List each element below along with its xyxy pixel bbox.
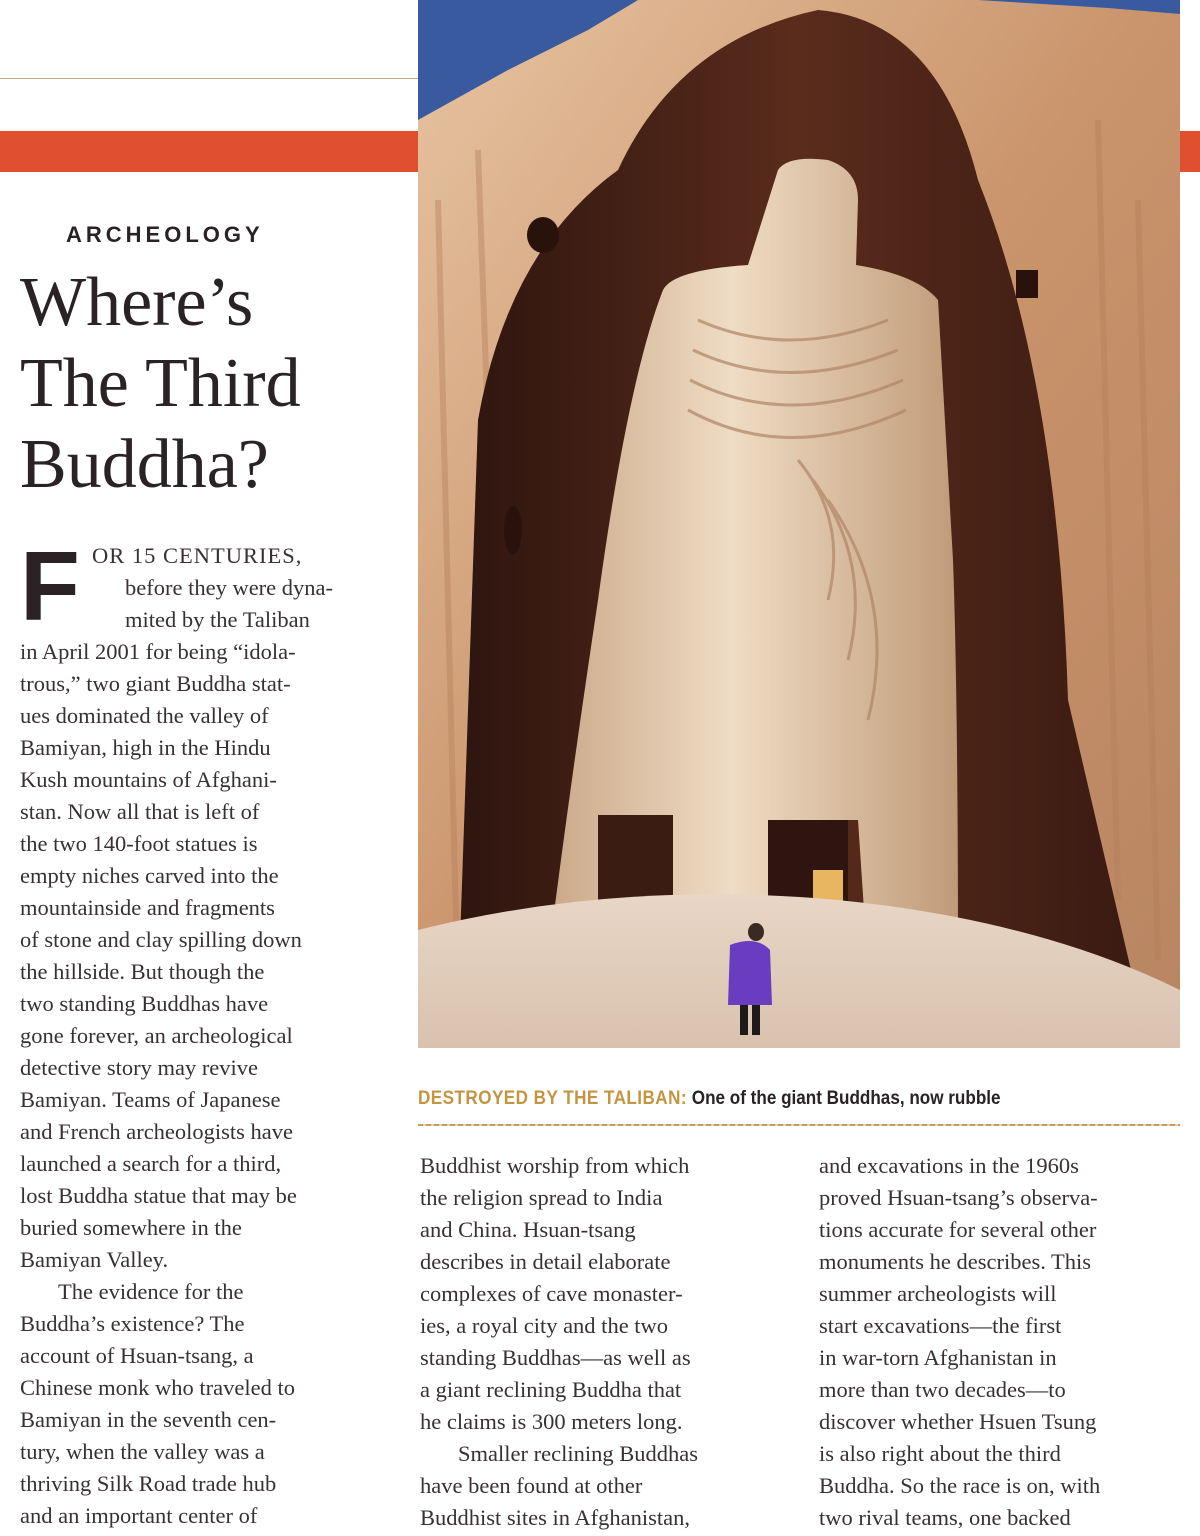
text-line: a giant reclining Buddha that [420, 1377, 682, 1402]
headline-line: The Third [20, 345, 301, 422]
text-line: and an important center of [20, 1503, 258, 1528]
text-line: ues dominated the valley of [20, 703, 269, 728]
article-column-2 [420, 1150, 780, 1534]
text-line: Buddhist sites in Afghanistan, [420, 1505, 690, 1530]
text-line: is also right about the third [819, 1441, 1061, 1466]
text-line: start excavations—the first [819, 1313, 1062, 1338]
text-line: launched a search for a third, [20, 1151, 282, 1176]
caption-rule [418, 1124, 1180, 1126]
text-line: before they were dyna- [125, 575, 334, 600]
text-line: describes in detail elaborate [420, 1249, 671, 1274]
headline-line: Buddha? [20, 426, 269, 503]
text-line: two rival teams, one backed [819, 1505, 1071, 1530]
red-band-left [0, 131, 418, 172]
text-line: Kush mountains of Afghani- [20, 767, 277, 792]
text-line: Buddha’s existence? The [20, 1311, 245, 1336]
text-line: trous,” two giant Buddha stat- [20, 671, 291, 696]
text-line: and China. Hsuan-tsang [420, 1217, 636, 1242]
text-line: he claims is 300 meters long. [420, 1409, 683, 1434]
text-line: and excavations in the 1960s [819, 1153, 1079, 1178]
article-column-1 [20, 531, 400, 1532]
caption-lead: DESTROYED BY THE TALIBAN: [418, 1088, 688, 1109]
text-line: Chinese monk who traveled to [20, 1375, 295, 1400]
header-rule [0, 78, 418, 79]
text-line: standing Buddhas—as well as [420, 1345, 691, 1370]
text-line: in war-torn Afghanistan in [819, 1345, 1057, 1370]
text-line: mited by the Taliban [125, 607, 310, 632]
text-line: Buddha. So the race is on, with [819, 1473, 1101, 1498]
text-line: monuments he describes. This [819, 1249, 1092, 1274]
text-line: the religion spread to India [420, 1185, 663, 1210]
text-line: thriving Silk Road trade hub [20, 1471, 277, 1496]
text-line: Bamiyan, high in the Hindu [20, 735, 271, 760]
text-line: tury, when the valley was a [20, 1439, 265, 1464]
text-line: Buddhist worship from which [420, 1153, 690, 1178]
text-line: OR 15 CENTURIES, [92, 543, 303, 568]
text-line: more than two decades—to [819, 1377, 1066, 1402]
text-line: Smaller reclining Buddhas [458, 1441, 698, 1466]
text-line: in April 2001 for being “idola- [20, 639, 296, 664]
text-line: Bamiyan. Teams of Japanese [20, 1087, 281, 1112]
headline [20, 262, 410, 505]
text-line: have been found at other [420, 1473, 643, 1498]
text-line: Bamiyan Valley. [20, 1247, 169, 1272]
text-line: complexes of cave monaster- [420, 1281, 683, 1306]
text-line: the two 140-foot statues is [20, 831, 258, 856]
text-line: account of Hsuan-tsang, a [20, 1343, 254, 1368]
text-line: proved Hsuan-tsang’s observa- [819, 1185, 1098, 1210]
text-line: Bamiyan in the seventh cen- [20, 1407, 277, 1432]
text-line: mountainside and fragments [20, 895, 275, 920]
red-band-right [1180, 131, 1200, 172]
text-line: the hillside. But though the [20, 959, 265, 984]
text-line: detective story may revive [20, 1055, 259, 1080]
text-line: buried somewhere in the [20, 1215, 242, 1240]
drop-cap: F [20, 531, 80, 641]
text-line: tions accurate for several other [819, 1217, 1097, 1242]
text-line: ies, a royal city and the two [420, 1313, 669, 1338]
text-line: stan. Now all that is left of [20, 799, 260, 824]
article-column-3 [819, 1150, 1184, 1534]
text-line: summer archeologists will [819, 1281, 1057, 1306]
section-label: ARCHEOLOGY [66, 222, 264, 247]
photo-caption [418, 1088, 1104, 1110]
text-line: and French archeologists have [20, 1119, 294, 1144]
text-line: The evidence for the [58, 1279, 244, 1304]
caption-text: One of the giant Buddhas, now rubble [691, 1088, 1001, 1109]
text-line: gone forever, an archeological [20, 1023, 293, 1048]
text-line: of stone and clay spilling down [20, 927, 302, 952]
buddha-niche-image [418, 0, 1180, 1048]
text-line: lost Buddha statue that may be [20, 1183, 297, 1208]
headline-line: Where’s [20, 264, 254, 341]
text-line: discover whether Hsuen Tsung [819, 1409, 1097, 1434]
text-line: empty niches carved into the [20, 863, 279, 888]
person-figure [728, 941, 772, 1005]
buddha-photo [418, 0, 1180, 1048]
text-line: two standing Buddhas have [20, 991, 269, 1016]
